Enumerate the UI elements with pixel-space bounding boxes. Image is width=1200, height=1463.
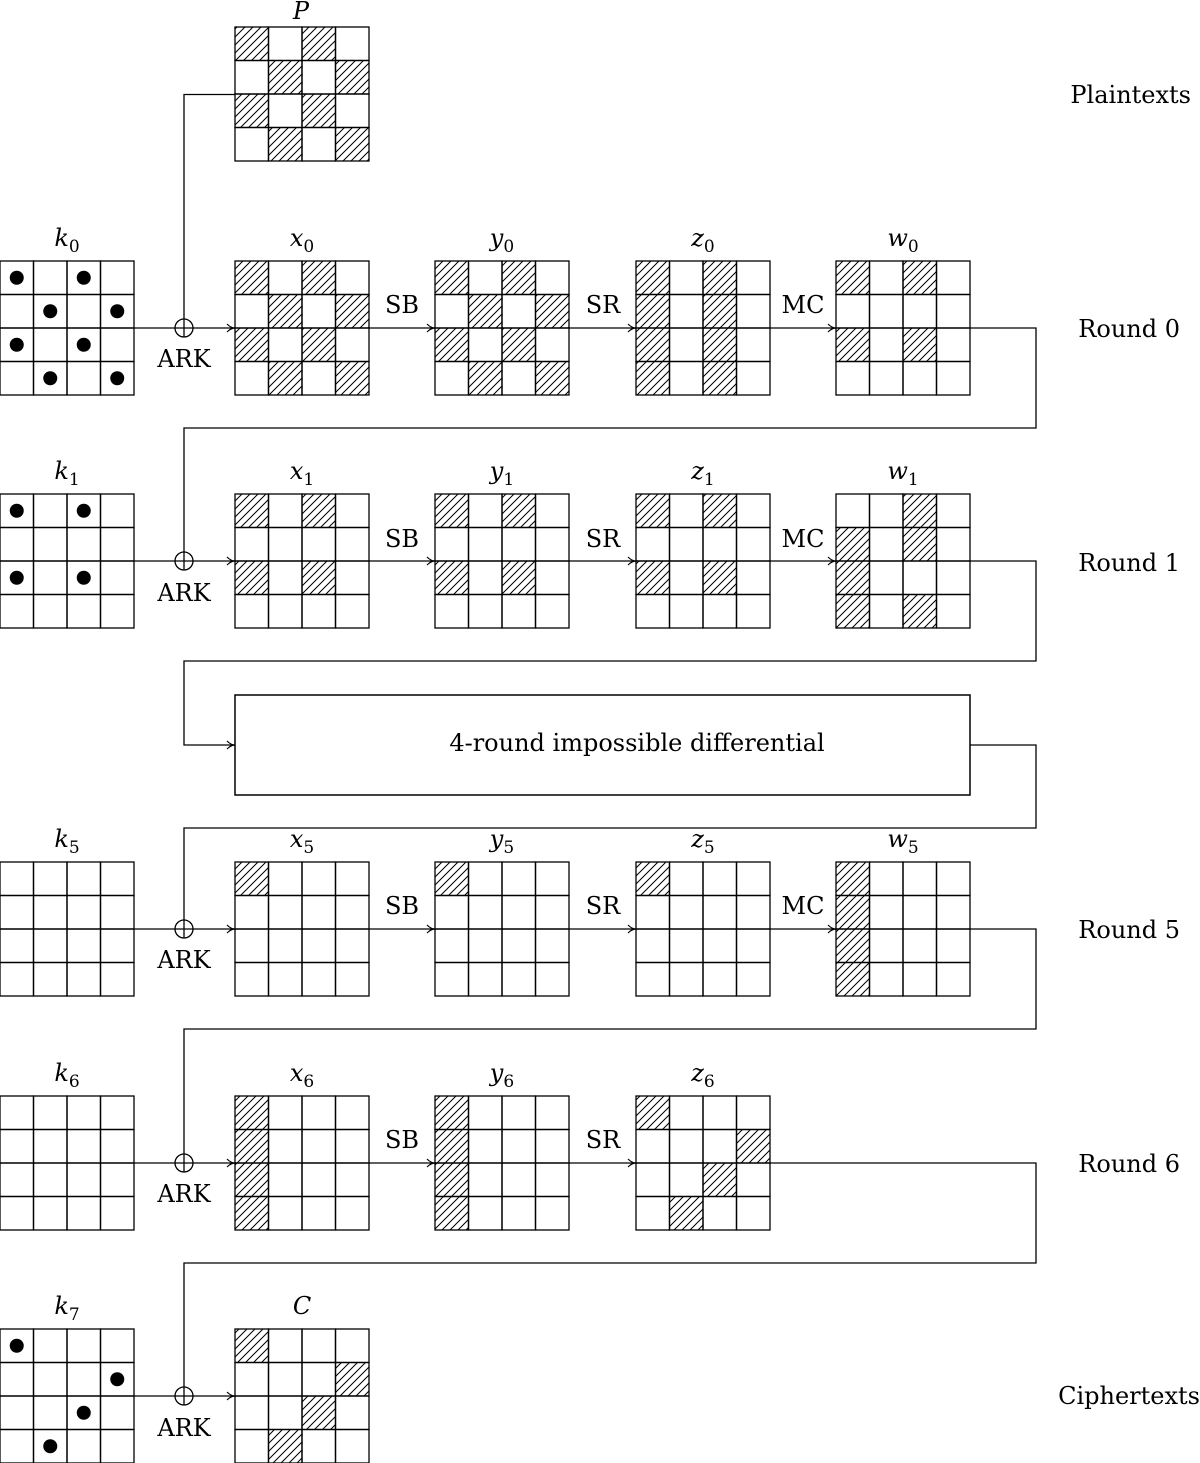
- active-cell: [336, 295, 370, 329]
- key-label-6: $k_6$: [54, 1059, 80, 1092]
- guessed-key-dot: [77, 504, 91, 518]
- active-cell: [235, 94, 269, 128]
- active-cell: [269, 1430, 303, 1463]
- guessed-key-dot: [10, 338, 24, 352]
- active-cell: [903, 328, 937, 362]
- active-cell: [903, 261, 937, 295]
- ark-label-round-1: ARK: [157, 579, 211, 607]
- active-cell: [336, 128, 370, 162]
- active-cell: [737, 1130, 771, 1164]
- guessed-key-dot: [77, 338, 91, 352]
- impossible-differential-text: 4-round impossible differential: [449, 729, 825, 757]
- active-cell: [469, 295, 503, 329]
- state-grid-z5: [636, 862, 770, 996]
- sr-label-round-0: SR: [585, 291, 621, 319]
- active-cell: [435, 1130, 469, 1164]
- active-cell: [703, 362, 737, 396]
- active-cell: [435, 328, 469, 362]
- active-cell: [302, 494, 336, 528]
- active-cell: [502, 494, 536, 528]
- active-cell: [703, 295, 737, 329]
- label-ciphertexts: Ciphertexts: [1058, 1382, 1200, 1410]
- state-label-z6: $z_6$: [691, 1059, 715, 1092]
- key-grid-0: [0, 261, 134, 395]
- active-cell: [269, 295, 303, 329]
- state-label-C: C: [292, 1292, 312, 1320]
- guessed-key-dot: [10, 1339, 24, 1353]
- state-grid-w5: [836, 862, 970, 996]
- active-cell: [235, 261, 269, 295]
- state-grid-z6: [636, 1096, 770, 1230]
- state-grid-C: [235, 1329, 369, 1463]
- active-cell: [235, 494, 269, 528]
- xor-node: [175, 1387, 193, 1405]
- active-cell: [302, 94, 336, 128]
- active-cell: [435, 1096, 469, 1130]
- active-cell: [836, 595, 870, 629]
- label-round-1: Round 1: [1078, 549, 1180, 577]
- ark-label-round-6: ARK: [157, 1180, 211, 1208]
- plaintext-label: P: [292, 0, 310, 25]
- active-cell: [302, 27, 336, 61]
- guessed-key-dot: [110, 304, 124, 318]
- xor-node: [175, 1154, 193, 1172]
- state-grid-w1: [836, 494, 970, 628]
- state-grid-y0: [435, 261, 569, 395]
- state-label-y0: $y_0$: [489, 224, 515, 257]
- key-label-1: $k_1$: [54, 457, 80, 490]
- active-cell: [469, 362, 503, 396]
- state-label-x5: $x_5$: [289, 825, 315, 858]
- guessed-key-dot: [110, 371, 124, 385]
- active-cell: [235, 27, 269, 61]
- guessed-key-dot: [77, 571, 91, 585]
- active-cell: [636, 494, 670, 528]
- active-cell: [235, 328, 269, 362]
- guessed-key-dot: [43, 371, 57, 385]
- sr-label-round-1: SR: [585, 525, 621, 553]
- active-cell: [235, 561, 269, 595]
- active-cell: [703, 328, 737, 362]
- active-cell: [836, 862, 870, 896]
- active-cell: [903, 595, 937, 629]
- guessed-key-dot: [43, 304, 57, 318]
- active-cell: [336, 362, 370, 396]
- xor-node: [175, 319, 193, 337]
- state-grid-y6: [435, 1096, 569, 1230]
- active-cell: [235, 1197, 269, 1231]
- state-grid-y5: [435, 862, 569, 996]
- state-grid-w0: [836, 261, 970, 395]
- active-cell: [670, 1197, 704, 1231]
- state-label-x1: $x_1$: [289, 457, 315, 490]
- active-cell: [435, 561, 469, 595]
- active-cell: [435, 1197, 469, 1231]
- state-label-w1: $w_1$: [887, 457, 919, 490]
- active-cell: [235, 862, 269, 896]
- active-cell: [502, 328, 536, 362]
- state-label-z5: $z_5$: [691, 825, 715, 858]
- state-label-y6: $y_6$: [489, 1059, 515, 1092]
- active-cell: [435, 1163, 469, 1197]
- active-cell: [636, 561, 670, 595]
- active-cell: [336, 1363, 370, 1397]
- active-cell: [435, 494, 469, 528]
- active-cell: [269, 362, 303, 396]
- active-cell: [536, 295, 570, 329]
- active-cell: [703, 261, 737, 295]
- state-grid-x1: [235, 494, 369, 628]
- active-cell: [435, 862, 469, 896]
- state-label-x6: $x_6$: [289, 1059, 315, 1092]
- guessed-key-dot: [10, 571, 24, 585]
- key-grid-5: [0, 862, 134, 996]
- active-cell: [636, 295, 670, 329]
- label-round-6: Round 6: [1078, 1150, 1180, 1178]
- state-label-w5: $w_5$: [887, 825, 919, 858]
- state-label-y1: $y_1$: [489, 457, 515, 490]
- state-label-z1: $z_1$: [691, 457, 715, 490]
- active-cell: [636, 362, 670, 396]
- active-cell: [269, 128, 303, 162]
- active-cell: [703, 561, 737, 595]
- guessed-key-dot: [10, 271, 24, 285]
- plaintext-wire: [184, 95, 235, 329]
- active-cell: [235, 1329, 269, 1363]
- active-cell: [836, 963, 870, 997]
- active-cell: [703, 494, 737, 528]
- sb-label-round-6: SB: [384, 1126, 420, 1154]
- sb-label-round-1: SB: [384, 525, 420, 553]
- label-round-0: Round 0: [1078, 315, 1180, 343]
- active-cell: [536, 362, 570, 396]
- active-cell: [903, 528, 937, 562]
- state-label-x0: $x_0$: [289, 224, 315, 257]
- label-plaintexts: Plaintexts: [1070, 81, 1191, 109]
- state-grid-x5: [235, 862, 369, 996]
- state-grid-z0: [636, 261, 770, 395]
- guessed-key-dot: [77, 271, 91, 285]
- active-cell: [836, 528, 870, 562]
- key-label-5: $k_5$: [54, 825, 80, 858]
- active-cell: [903, 494, 937, 528]
- active-cell: [836, 328, 870, 362]
- active-cell: [235, 1130, 269, 1164]
- guessed-key-dot: [43, 1439, 57, 1453]
- state-grid-x0: [235, 261, 369, 395]
- active-cell: [836, 561, 870, 595]
- active-cell: [235, 1163, 269, 1197]
- state-grid-z1: [636, 494, 770, 628]
- active-cell: [636, 1096, 670, 1130]
- sb-label-round-5: SB: [384, 892, 420, 920]
- active-cell: [836, 261, 870, 295]
- state-label-w0: $w_0$: [887, 224, 919, 257]
- state-grid-x6: [235, 1096, 369, 1230]
- active-cell: [302, 328, 336, 362]
- ark-label-round-0: ARK: [157, 345, 211, 373]
- active-cell: [502, 261, 536, 295]
- sr-label-round-5: SR: [585, 892, 621, 920]
- guessed-key-dot: [10, 504, 24, 518]
- active-cell: [502, 561, 536, 595]
- active-cell: [235, 1096, 269, 1130]
- xor-node: [175, 552, 193, 570]
- active-cell: [336, 61, 370, 95]
- active-cell: [636, 328, 670, 362]
- active-cell: [302, 561, 336, 595]
- guessed-key-dot: [77, 1406, 91, 1420]
- active-cell: [302, 261, 336, 295]
- active-cell: [269, 61, 303, 95]
- sb-label-round-0: SB: [384, 291, 420, 319]
- active-cell: [836, 929, 870, 963]
- active-cell: [636, 862, 670, 896]
- state-label-y5: $y_5$: [489, 825, 515, 858]
- guessed-key-dot: [110, 1372, 124, 1386]
- label-round-5: Round 5: [1078, 916, 1180, 944]
- active-cell: [636, 261, 670, 295]
- active-cell: [435, 261, 469, 295]
- sr-label-round-6: SR: [585, 1126, 621, 1154]
- state-grid-y1: [435, 494, 569, 628]
- key-label-7: $k_7$: [54, 1292, 80, 1325]
- key-label-0: $k_0$: [54, 224, 80, 257]
- key-grid-7: [0, 1329, 134, 1463]
- active-cell: [302, 1396, 336, 1430]
- ark-label-final: ARK: [157, 1414, 211, 1442]
- state-label-z0: $z_0$: [691, 224, 715, 257]
- active-cell: [836, 896, 870, 930]
- ark-label-round-5: ARK: [157, 946, 211, 974]
- key-grid-1: [0, 494, 134, 628]
- active-cell: [703, 1163, 737, 1197]
- mc-label-round-5: MC: [781, 892, 825, 920]
- xor-node: [175, 920, 193, 938]
- key-grid-6: [0, 1096, 134, 1230]
- mc-label-round-0: MC: [781, 291, 825, 319]
- mc-label-round-1: MC: [781, 525, 825, 553]
- plaintext-grid: [235, 27, 369, 161]
